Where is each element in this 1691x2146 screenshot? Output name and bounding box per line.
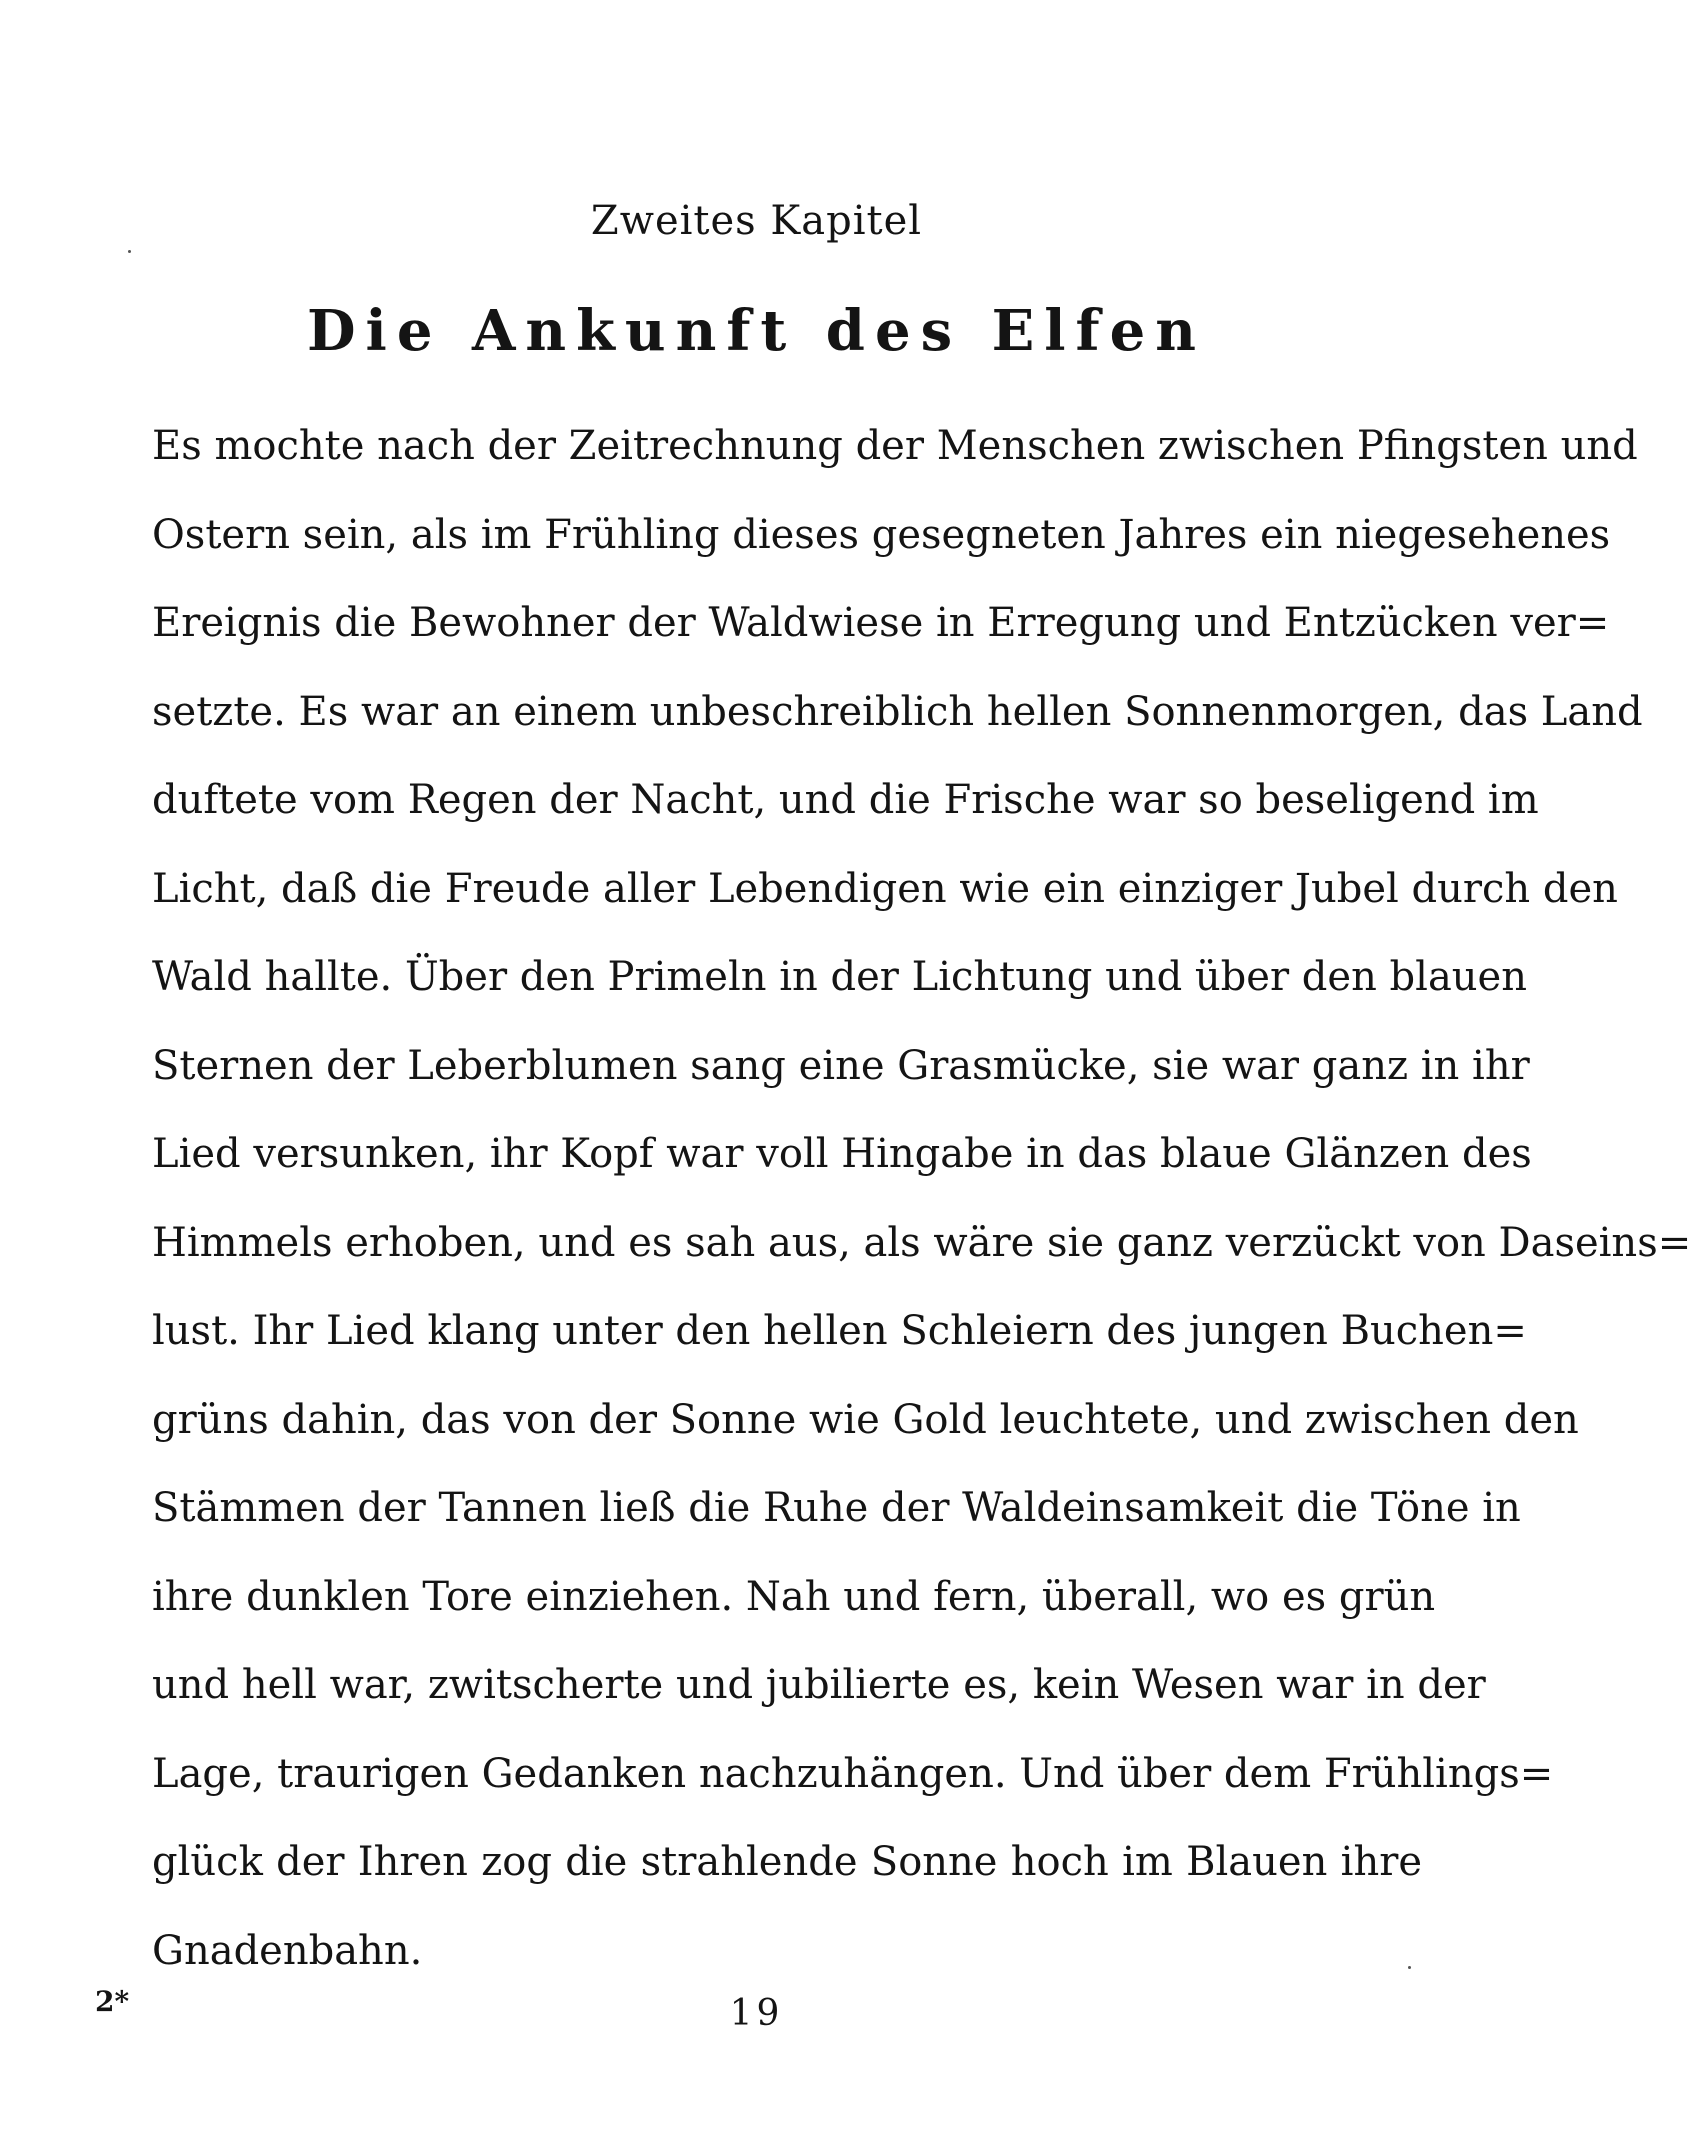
print-speck <box>128 250 131 253</box>
text-line: ihre dunklen Tore einziehen. Nah und fern, überall, wo es grün <box>152 1573 1436 1620</box>
text-line: Wald hallte. Über den Primeln in der Lichtung und über den blauen <box>152 954 1527 1000</box>
text-line-last: Gnadenbahn. <box>152 1927 423 1974</box>
text-line: Ostern sein, als im Frühling dieses gesegneten Jahres ein niegesehenes <box>152 511 1611 558</box>
text-line: Stämmen der Tannen ließ die Ruhe der Waldeinsamkeit die Töne in <box>152 1485 1521 1531</box>
body-paragraph <box>152 402 1691 1995</box>
text-line: duftete vom Regen der Nacht, und die Frische war so beseligend im <box>152 777 1539 823</box>
text-line: Licht, daß die Freude aller Lebendigen wie ein einziger Jubel durch den <box>152 865 1618 912</box>
text-line: Es mochte nach der Zeitrechnung der Menschen zwischen Pfingsten und <box>152 423 1638 469</box>
text-line: Ereignis die Bewohner der Waldwiese in Erregung und Entzücken ver= <box>152 600 1610 646</box>
chapter-label: Zweites Kapitel <box>590 198 923 244</box>
text-line: glück der Ihren zog die strahlende Sonne hoch im Blauen ihre <box>152 1839 1422 1885</box>
text-line: und hell war, zwitscherte und jubilierte es, kein Wesen war in der <box>152 1662 1486 1708</box>
text-line: grüns dahin, das von der Sonne wie Gold leuchtete, und zwischen den <box>152 1396 1579 1443</box>
text-line: setzte. Es war an einem unbeschreiblich hellen Sonnenmorgen, das Land <box>152 688 1643 735</box>
chapter-title: Die Ankunft des Elfen <box>306 298 1206 364</box>
signature-mark: 2* <box>95 1985 130 2018</box>
page-number: 19 <box>729 1993 784 2034</box>
text-line: Lage, traurigen Gedanken nachzuhängen. Und über dem Frühlings= <box>152 1750 1554 1797</box>
text-line: Lied versunken, ihr Kopf war voll Hingabe in das blaue Glänzen des <box>152 1131 1532 1177</box>
text-line: lust. Ihr Lied klang unter den hellen Schleiern des jungen Buchen= <box>152 1308 1527 1354</box>
text-line: Himmels erhoben, und es sah aus, als wäre sie ganz verzückt von Daseins= <box>152 1219 1691 1266</box>
text-line: Sternen der Leberblumen sang eine Grasmücke, sie war ganz in ihr <box>152 1042 1530 1089</box>
